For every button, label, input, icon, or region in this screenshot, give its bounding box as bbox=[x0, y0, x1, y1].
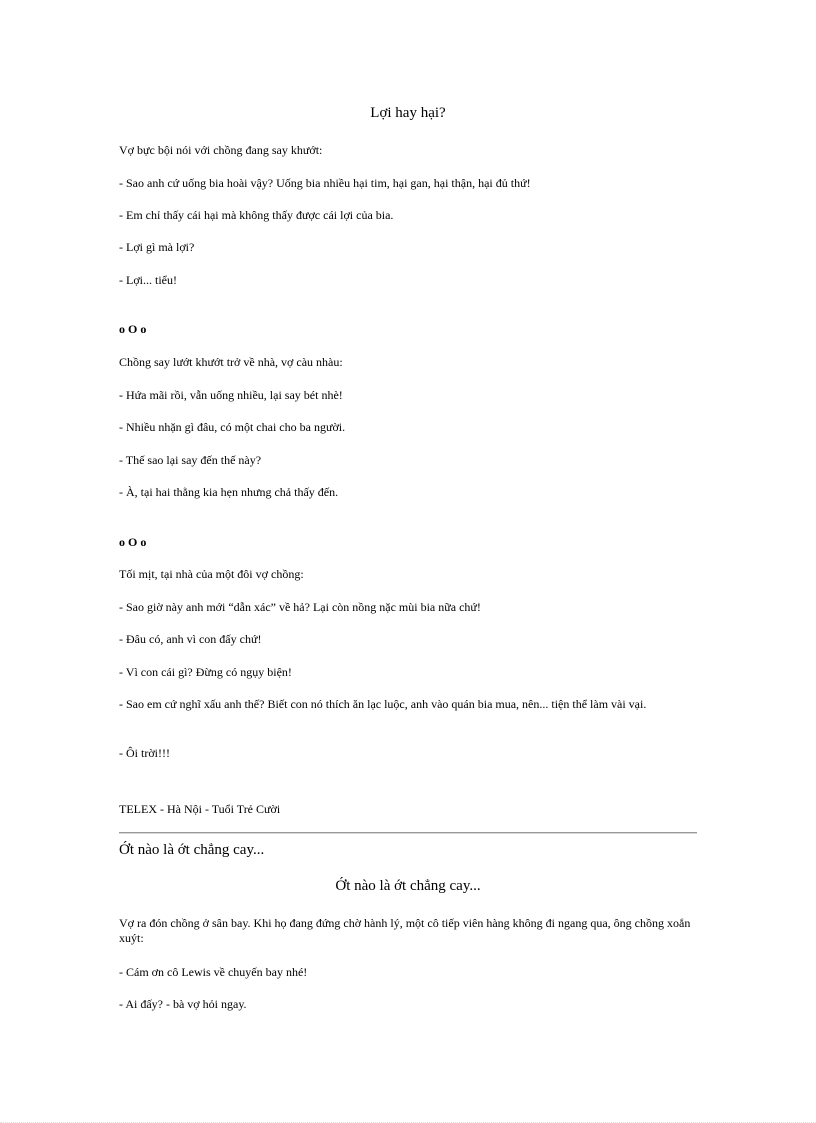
story4-title: Ớt nào là ớt chẳng cay... bbox=[335, 878, 481, 894]
story4-line-3: - Ai đấy? - bà vợ hỏi ngay. bbox=[119, 997, 247, 1011]
story3-line-5: - Sao em cứ nghĩ xấu anh thế? Biết con nó thích ăn lạc luộc, anh vào quán bia mua, nên... tiện thể làm vài vại. bbox=[119, 697, 647, 711]
story3-line-3: - Đâu có, anh vì con đấy chứ! bbox=[119, 632, 262, 646]
story4-line-2: - Cám ơn cô Lewis về chuyến bay nhé! bbox=[119, 965, 308, 979]
story1-title: Lợi hay hại? bbox=[370, 105, 446, 121]
source-credit: TELEX - Hà Nội - Tuổi Trẻ Cười bbox=[119, 802, 281, 816]
story1-line-1: Vợ bực bội nói với chồng đang say khướt: bbox=[119, 143, 323, 157]
story2-line-4: - Thế sao lại say đến thế này? bbox=[119, 453, 262, 467]
story4-running-head: Ớt nào là ớt chẳng cay... bbox=[119, 842, 265, 858]
story1-line-3: - Em chỉ thấy cái hại mà không thấy được cái lợi của bia. bbox=[119, 208, 394, 222]
story3-line-1: Tối mịt, tại nhà của một đôi vợ chồng: bbox=[119, 567, 304, 581]
story4-line-1: Vợ ra đón chồng ở sân bay. Khi họ đang đứng chờ hành lý, một cô tiếp viên hàng không đi ngang qua, ông chồng xoắn xuýt: bbox=[119, 916, 691, 945]
section-separator-2: o O o bbox=[119, 535, 147, 549]
story2-line-5: - À, tại hai thằng kia hẹn nhưng chả thấy đến. bbox=[119, 485, 339, 499]
story2-line-1: Chồng say lướt khướt trở về nhà, vợ càu nhàu: bbox=[119, 355, 343, 369]
story2-line-2: - Hứa mãi rồi, vẫn uống nhiều, lại say bét nhè! bbox=[119, 388, 343, 402]
story1-line-4: - Lợi gì mà lợi? bbox=[119, 240, 195, 254]
story3-line-6: - Ôi trời!!! bbox=[119, 746, 170, 760]
horizontal-rule bbox=[119, 832, 697, 834]
story3-line-2: - Sao giờ này anh mới “dẫn xác” về hả? Lại còn nồng nặc mùi bia nữa chứ! bbox=[119, 600, 481, 614]
story3-line-4: - Vì con cái gì? Đừng có ngụy biện! bbox=[119, 665, 292, 679]
section-separator-1: o O o bbox=[119, 322, 147, 336]
story1-line-5: - Lợi... tiểu! bbox=[119, 273, 177, 287]
story1-line-2: - Sao anh cứ uống bia hoài vậy? Uống bia nhiều hại tim, hại gan, hại thận, hại đủ thứ! bbox=[119, 176, 531, 190]
story2-line-3: - Nhiều nhặn gì đâu, có một chai cho ba người. bbox=[119, 420, 346, 434]
